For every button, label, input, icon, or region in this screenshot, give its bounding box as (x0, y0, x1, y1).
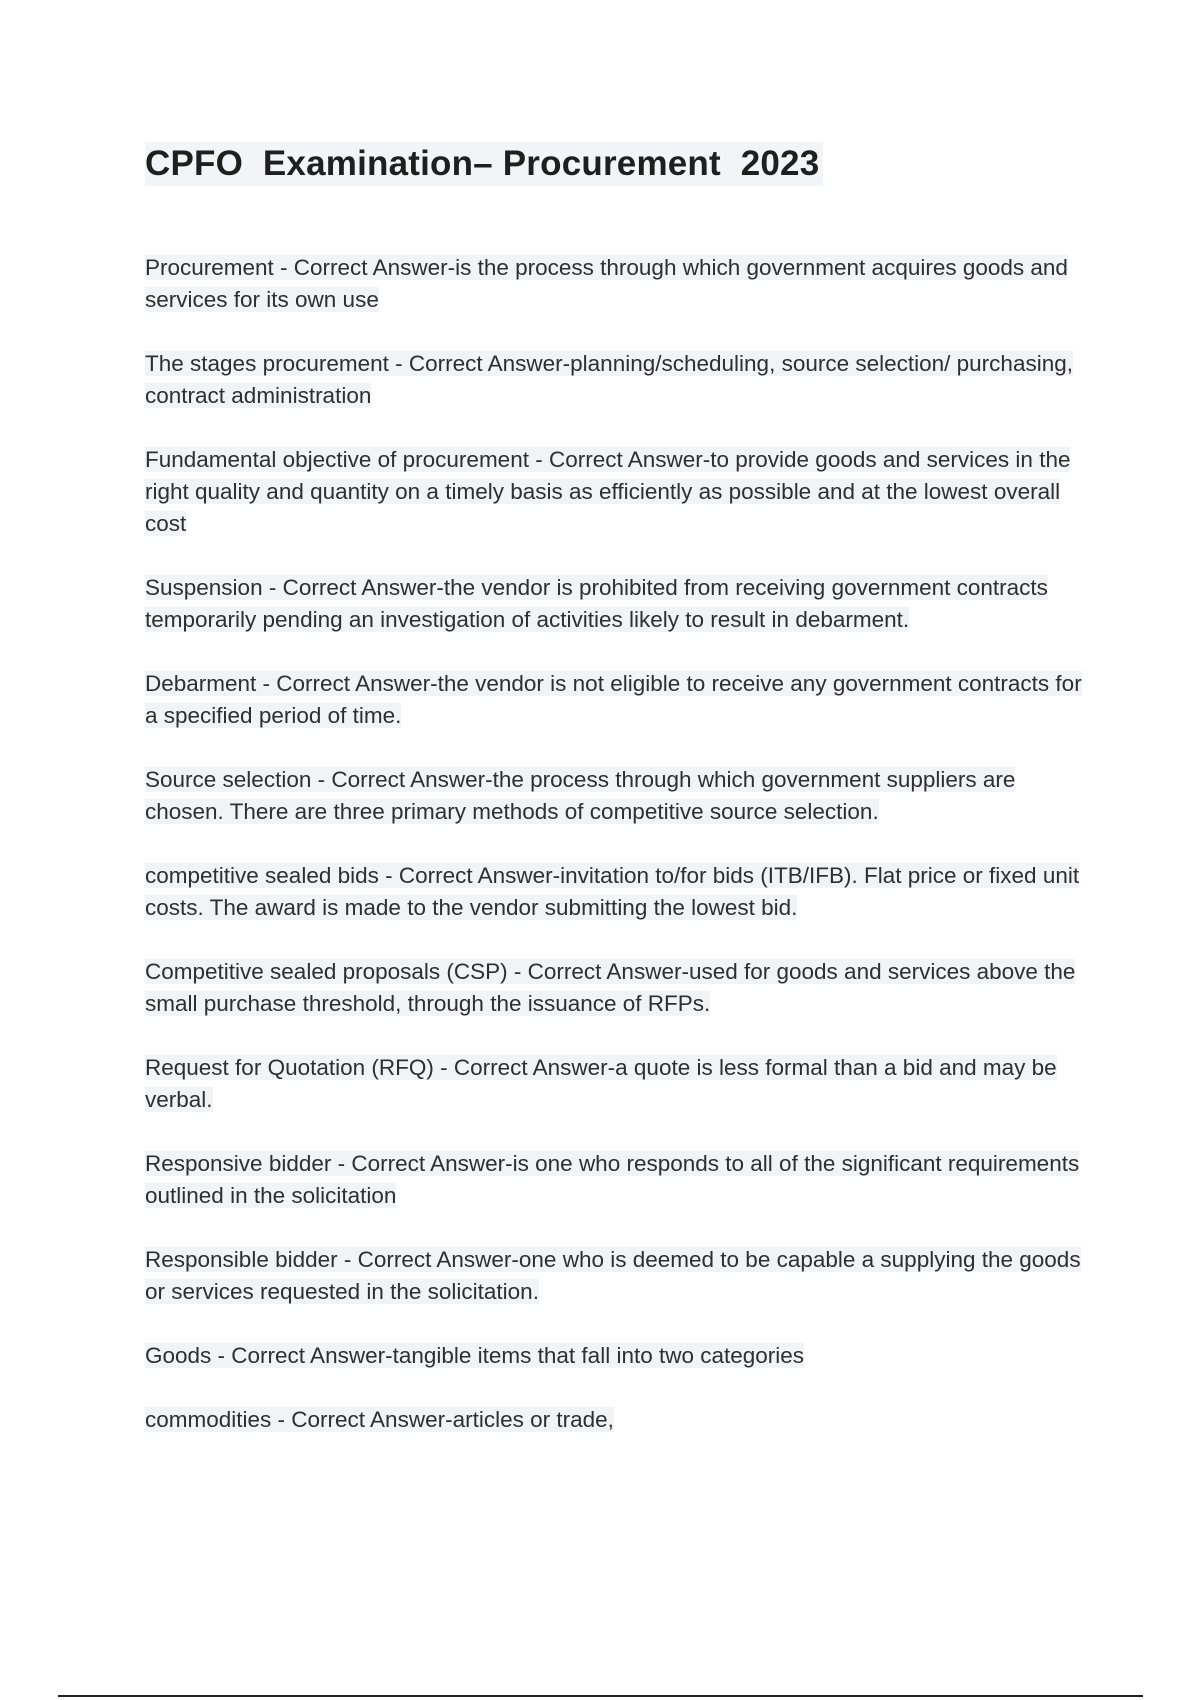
page-bottom-divider (58, 1695, 1143, 1697)
entry-text: Responsive bidder - Correct Answer-is one who responds to all of the significant requirements outlined in the solicitation (145, 1151, 1080, 1208)
entry-competitive-sealed-proposals (145, 956, 1085, 1020)
entry-source-selection (145, 764, 1085, 828)
entry-responsive-bidder (145, 1148, 1085, 1212)
entry-text: Competitive sealed proposals (CSP) - Correct Answer-used for goods and services above the small purchase threshold, through the issuance of RFPs. (145, 959, 1076, 1016)
entry-text: Suspension - Correct Answer-the vendor is prohibited from receiving government contracts temporarily pending an investigation of activities likely to result in debarment. (145, 575, 1048, 632)
document-title: CPFO Examination– Procurement 2023 (145, 142, 823, 186)
entry-fundamental-objective (145, 444, 1085, 540)
entry-text: competitive sealed bids - Correct Answer-invitation to/for bids (ITB/IFB). Flat price or fixed unit costs. The award is made to the vendor submitting the lowest bid. (145, 863, 1080, 920)
entry-text: Responsible bidder - Correct Answer-one who is deemed to be capable a supplying the goods or services requested in the solicitation. (145, 1247, 1081, 1304)
entry-text: Request for Quotation (RFQ) - Correct Answer-a quote is less formal than a bid and may be verbal. (145, 1055, 1057, 1112)
entry-request-for-quotation (145, 1052, 1085, 1116)
entry-text: Debarment - Correct Answer-the vendor is not eligible to receive any government contracts for a specified period of time. (145, 671, 1082, 728)
entry-competitive-sealed-bids (145, 860, 1085, 924)
entry-text: Source selection - Correct Answer-the process through which government suppliers are chosen. There are three primary methods of competitive source selection. (145, 767, 1016, 824)
entry-text: The stages procurement - Correct Answer-planning/scheduling, source selection/ purchasing, contract administration (145, 351, 1073, 408)
entry-stages-procurement (145, 348, 1085, 412)
entry-text: commodities - Correct Answer-articles or trade, (145, 1407, 614, 1432)
entry-text: Fundamental objective of procurement - Correct Answer-to provide goods and services in the right quality and quantity on a timely basis as efficiently as possible and at the lowest overall cost (145, 447, 1071, 536)
entry-text: Procurement - Correct Answer-is the process through which government acquires goods and services for its own use (145, 255, 1068, 312)
entry-debarment (145, 668, 1085, 732)
entry-goods (145, 1340, 1085, 1372)
entry-suspension (145, 572, 1085, 636)
entry-commodities (145, 1404, 1085, 1436)
entry-procurement (145, 252, 1085, 316)
entry-responsible-bidder (145, 1244, 1085, 1308)
entry-text: Goods - Correct Answer-tangible items that fall into two categories (145, 1343, 805, 1368)
entry-list (145, 252, 1085, 1468)
